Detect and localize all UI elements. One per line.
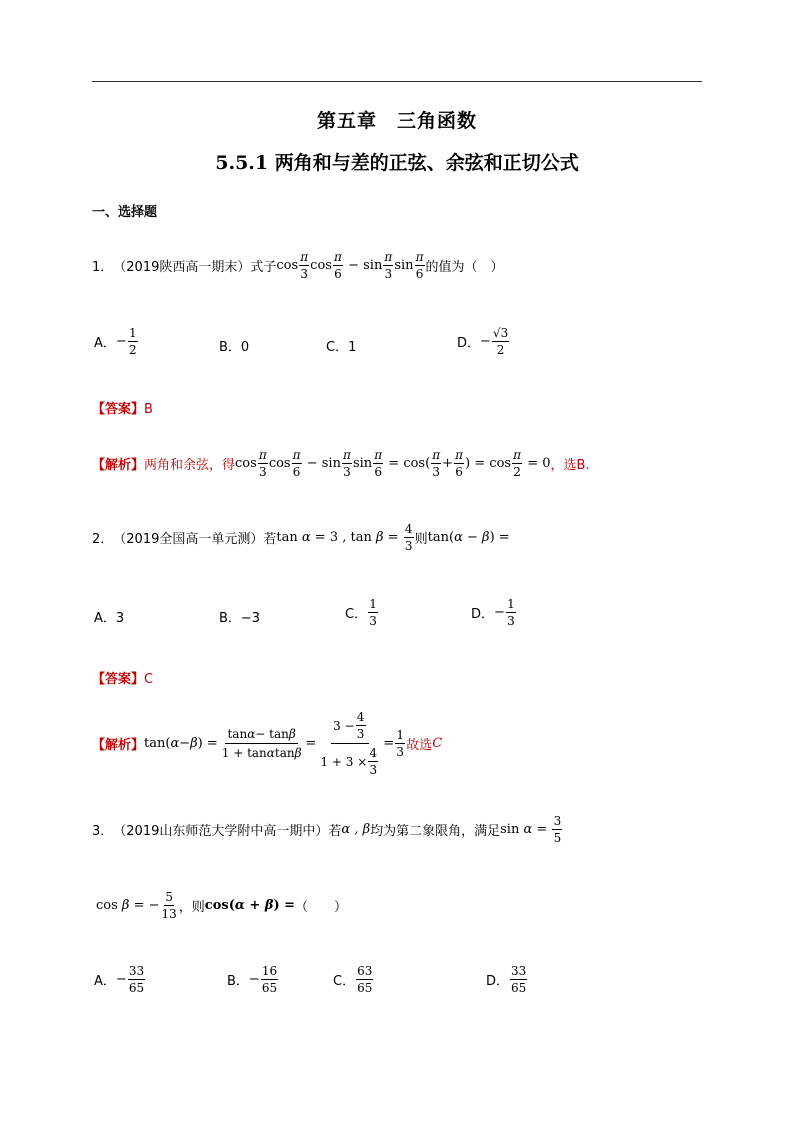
chapter-title: 第五章 三角函数 (316, 110, 477, 132)
q2-option-c[interactable]: C． $\frac{1}{3}$ (345, 597, 377, 628)
q1-option-d[interactable]: D． − $\frac{√3}{2}$ (457, 326, 509, 357)
q1-option-a-label: A． (94, 336, 116, 351)
question-3-line-2 (96, 890, 347, 921)
q2-pre: 若 (263, 532, 277, 547)
q1-option-a[interactable]: A． − $\frac{1}{2}$ (94, 326, 137, 357)
q3-pre: 若 (328, 824, 342, 839)
q1-analysis (92, 448, 590, 479)
q2-analysis-tag: 【解析】 (92, 738, 145, 753)
section-title: 5.5.1 两角和与差的正弦、余弦和正切公式 (215, 152, 579, 174)
q3-option-d-label: D． (486, 974, 510, 989)
q2-option-b[interactable]: B．−3 (219, 611, 261, 626)
q2-then: 则 (414, 532, 428, 547)
question-2 (92, 522, 510, 553)
q1-analysis-post: ，选B. (550, 458, 590, 473)
q1-option-b[interactable]: B．0 (219, 340, 250, 355)
q2-target: tan(α − β) = (427, 530, 510, 545)
q3-number: 3． (92, 824, 114, 839)
q1-answer-tag: 【答案】 (92, 402, 145, 417)
q2-condition: tan α = 3 , tan β = $\frac{4}{3}$ (276, 522, 413, 553)
q2-answer-value: C (144, 672, 154, 687)
q2-analysis-post: 故选 (406, 738, 433, 753)
q2-analysis: 【解析】 tan( α − β ) = tan α − tan β 1 + tan α tan β = 3 − $\frac{4}{3}$ 1 + 3 × $\frac{4}{3}$ = $\frac{1}{3}$ 故选 C (92, 710, 443, 777)
q3-option-c-label: C． (333, 974, 356, 989)
q3-source: （2019山东师范大学附中高一期中） (113, 824, 329, 839)
q3-condition-cos: cos β = − $\frac{5}{13}$ (96, 890, 177, 921)
q1-expression: cos $\frac{\pi}{3}$ cos $\frac{\pi}{6}$ − sin $\frac{\pi}{3}$ sin $\frac{\pi}{6}$ (276, 250, 424, 281)
q1-answer-value: B (144, 402, 153, 417)
q2-option-a[interactable]: A．3 (94, 611, 125, 626)
q1-answer (92, 398, 153, 417)
q3-target: cos(α + β) = (204, 898, 296, 913)
q3-option-b[interactable]: B． − $\frac{16}{65}$ (227, 964, 278, 995)
q1-option-d-label: D． (457, 336, 481, 351)
q3-option-a[interactable]: A． − $\frac{33}{65}$ (94, 964, 145, 995)
q1-post: 的值为（ ） (425, 260, 504, 275)
q2-answer (92, 668, 153, 687)
q1-analysis-pre: 两角和余弦，得 (144, 458, 236, 473)
q1-pre: 式子 (250, 260, 277, 275)
q2-number: 2． (92, 532, 114, 547)
q2-analysis-expression: tan( α − β ) = tan α − tan β 1 + tan α tan β = 3 − $\frac{4}{3}$ 1 + 3 × $\frac{4}{3}$ = $\frac{1}{3}$ (144, 710, 404, 777)
q3-option-c[interactable]: C． $\frac{63}{65}$ (333, 964, 373, 995)
q3-option-a-label: A． (94, 974, 116, 989)
part-heading: 一、选择题 (92, 205, 158, 220)
q2-option-d-label: D． (471, 607, 495, 622)
q2-source: （2019全国高一单元测） (113, 532, 264, 547)
q2-answer-tag: 【答案】 (92, 672, 145, 687)
q1-analysis-expression: cos $\frac{\pi}{3}$ cos $\frac{\pi}{6}$ − sin $\frac{\pi}{3}$ sin $\frac{\pi}{6}$ = cos( $\frac{\pi}{3}$ + $\frac{\pi}{6}$ ) = cos $\frac{\pi}{2}$ = 0 (235, 448, 551, 479)
q1-analysis-tag: 【解析】 (92, 458, 145, 473)
q3-option-d[interactable]: D． $\frac{33}{65}$ (486, 964, 527, 995)
question-1 (92, 250, 504, 281)
q3-option-b-label: B． (227, 974, 249, 989)
q2-option-c-label: C． (345, 607, 368, 622)
q1-source: （2019陕西高一期末） (113, 260, 251, 275)
q3-end: （ ） (295, 900, 348, 915)
q3-mid: 均为第二象限角，满足 (370, 824, 501, 839)
q3-then: ，则 (178, 900, 205, 915)
q3-condition-sin: sin α = $\frac{3}{5}$ (500, 814, 562, 845)
question-3 (92, 814, 563, 845)
header-rule (92, 81, 702, 82)
q1-option-c[interactable]: C．1 (326, 340, 357, 355)
q2-option-d[interactable]: D． − $\frac{1}{3}$ (471, 597, 515, 628)
q1-number: 1． (92, 260, 114, 275)
q3-angles: α , β (341, 822, 371, 837)
